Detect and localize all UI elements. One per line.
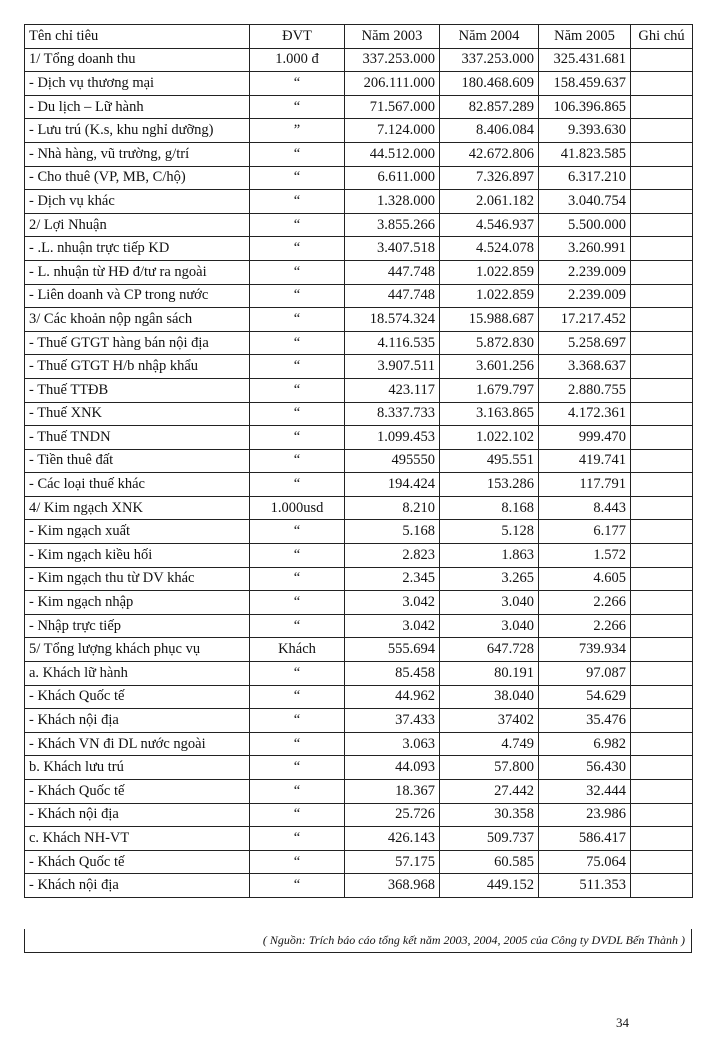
value-2005-cell: 2.239.009 <box>539 260 631 284</box>
value-2005-cell: 586.417 <box>539 827 631 851</box>
unit-cell: “ <box>250 850 345 874</box>
note-cell <box>631 237 693 261</box>
value-2004-cell: 3.040 <box>440 614 539 638</box>
unit-cell: “ <box>250 72 345 96</box>
note-cell <box>631 638 693 662</box>
unit-cell: “ <box>250 827 345 851</box>
value-2004-cell: 60.585 <box>440 850 539 874</box>
value-2005-cell: 2.239.009 <box>539 284 631 308</box>
note-cell <box>631 426 693 450</box>
unit-cell: “ <box>250 142 345 166</box>
indicator-cell: a. Khách lữ hành <box>25 662 250 686</box>
value-2005-cell: 9.393.630 <box>539 119 631 143</box>
value-2005-cell: 3.368.637 <box>539 355 631 379</box>
value-2004-cell: 1.863 <box>440 544 539 568</box>
unit-cell: “ <box>250 237 345 261</box>
indicator-cell: - Khách nội địa <box>25 709 250 733</box>
indicator-cell: b. Khách lưu trú <box>25 756 250 780</box>
value-2003-cell: 18.367 <box>345 780 440 804</box>
unit-cell: “ <box>250 756 345 780</box>
value-2004-cell: 27.442 <box>440 780 539 804</box>
table-row <box>25 685 693 709</box>
note-cell <box>631 803 693 827</box>
unit-cell: “ <box>250 732 345 756</box>
header-year-2004: Năm 2004 <box>440 25 539 49</box>
value-2005-cell: 3.260.991 <box>539 237 631 261</box>
unit-cell: “ <box>250 190 345 214</box>
value-2004-cell: 37402 <box>440 709 539 733</box>
indicator-cell: - Kim ngạch nhập <box>25 591 250 615</box>
note-cell <box>631 190 693 214</box>
table-row <box>25 850 693 874</box>
value-2004-cell: 3.040 <box>440 591 539 615</box>
value-2003-cell: 194.424 <box>345 473 440 497</box>
note-cell <box>631 662 693 686</box>
indicator-cell: - Nhà hàng, vũ trường, g/trí <box>25 142 250 166</box>
value-2004-cell: 5.872.830 <box>440 331 539 355</box>
value-2004-cell: 647.728 <box>440 638 539 662</box>
unit-cell: “ <box>250 378 345 402</box>
indicator-cell: - Lưu trú (K.s, khu nghỉ dưỡng) <box>25 119 250 143</box>
value-2004-cell: 80.191 <box>440 662 539 686</box>
header-year-2005: Năm 2005 <box>539 25 631 49</box>
table-header-row <box>25 25 693 49</box>
value-2003-cell: 44.512.000 <box>345 142 440 166</box>
table-row <box>25 780 693 804</box>
value-2005-cell: 2.266 <box>539 614 631 638</box>
note-cell <box>631 591 693 615</box>
value-2005-cell: 23.986 <box>539 803 631 827</box>
value-2003-cell: 3.042 <box>345 614 440 638</box>
note-cell <box>631 284 693 308</box>
value-2005-cell: 5.258.697 <box>539 331 631 355</box>
table-row <box>25 119 693 143</box>
value-2004-cell: 38.040 <box>440 685 539 709</box>
value-2004-cell: 8.406.084 <box>440 119 539 143</box>
indicator-cell: c. Khách NH-VT <box>25 827 250 851</box>
unit-cell: “ <box>250 449 345 473</box>
header-indicator: Tên chỉ tiêu <box>25 25 250 49</box>
indicator-cell: - Khách nội địa <box>25 874 250 898</box>
value-2004-cell: 3.163.865 <box>440 402 539 426</box>
value-2003-cell: 25.726 <box>345 803 440 827</box>
value-2003-cell: 8.337.733 <box>345 402 440 426</box>
value-2003-cell: 447.748 <box>345 284 440 308</box>
note-cell <box>631 260 693 284</box>
unit-cell: “ <box>250 402 345 426</box>
value-2004-cell: 337.253.000 <box>440 48 539 72</box>
table-row <box>25 827 693 851</box>
value-2005-cell: 2.880.755 <box>539 378 631 402</box>
value-2003-cell: 44.962 <box>345 685 440 709</box>
indicator-cell: - Khách Quốc tế <box>25 780 250 804</box>
note-cell <box>631 756 693 780</box>
table-row <box>25 520 693 544</box>
value-2004-cell: 3.601.256 <box>440 355 539 379</box>
table-row <box>25 591 693 615</box>
value-2005-cell: 8.443 <box>539 496 631 520</box>
statistics-table <box>24 24 693 898</box>
unit-cell: 1.000usd <box>250 496 345 520</box>
unit-cell: “ <box>250 709 345 733</box>
value-2005-cell: 41.823.585 <box>539 142 631 166</box>
unit-cell: “ <box>250 567 345 591</box>
value-2005-cell: 17.217.452 <box>539 308 631 332</box>
table-row <box>25 355 693 379</box>
unit-cell: “ <box>250 355 345 379</box>
indicator-cell: - Kim ngạch thu từ DV khác <box>25 567 250 591</box>
value-2005-cell: 54.629 <box>539 685 631 709</box>
note-cell <box>631 308 693 332</box>
value-2005-cell: 419.741 <box>539 449 631 473</box>
indicator-cell: - Nhập trực tiếp <box>25 614 250 638</box>
value-2004-cell: 509.737 <box>440 827 539 851</box>
unit-cell: “ <box>250 780 345 804</box>
value-2005-cell: 6.317.210 <box>539 166 631 190</box>
value-2003-cell: 555.694 <box>345 638 440 662</box>
value-2004-cell: 82.857.289 <box>440 95 539 119</box>
value-2005-cell: 6.982 <box>539 732 631 756</box>
value-2003-cell: 3.042 <box>345 591 440 615</box>
value-2003-cell: 37.433 <box>345 709 440 733</box>
value-2005-cell: 4.605 <box>539 567 631 591</box>
note-cell <box>631 119 693 143</box>
value-2003-cell: 447.748 <box>345 260 440 284</box>
value-2003-cell: 495550 <box>345 449 440 473</box>
value-2005-cell: 2.266 <box>539 591 631 615</box>
note-cell <box>631 48 693 72</box>
indicator-cell: - Thuế TTĐB <box>25 378 250 402</box>
table-row <box>25 496 693 520</box>
table-row <box>25 378 693 402</box>
unit-cell: “ <box>250 213 345 237</box>
indicator-cell: - Liên doanh và CP trong nước <box>25 284 250 308</box>
indicator-cell: - Dịch vụ khác <box>25 190 250 214</box>
unit-cell: “ <box>250 685 345 709</box>
unit-cell: “ <box>250 520 345 544</box>
value-2004-cell: 30.358 <box>440 803 539 827</box>
value-2003-cell: 18.574.324 <box>345 308 440 332</box>
note-cell <box>631 567 693 591</box>
unit-cell: “ <box>250 662 345 686</box>
value-2004-cell: 180.468.609 <box>440 72 539 96</box>
note-cell <box>631 473 693 497</box>
unit-cell: “ <box>250 544 345 568</box>
indicator-cell: - Khách VN đi DL nước ngoài <box>25 732 250 756</box>
table-row <box>25 331 693 355</box>
value-2005-cell: 158.459.637 <box>539 72 631 96</box>
header-unit: ĐVT <box>250 25 345 49</box>
value-2004-cell: 1.022.102 <box>440 426 539 450</box>
value-2004-cell: 5.128 <box>440 520 539 544</box>
value-2004-cell: 7.326.897 <box>440 166 539 190</box>
table-row <box>25 803 693 827</box>
unit-cell: ” <box>250 119 345 143</box>
table-row <box>25 95 693 119</box>
value-2004-cell: 1.679.797 <box>440 378 539 402</box>
note-cell <box>631 732 693 756</box>
unit-cell: 1.000 đ <box>250 48 345 72</box>
indicator-cell: 2/ Lợi Nhuận <box>25 213 250 237</box>
value-2004-cell: 57.800 <box>440 756 539 780</box>
unit-cell: “ <box>250 874 345 898</box>
indicator-cell: 3/ Các khoản nộp ngân sách <box>25 308 250 332</box>
value-2004-cell: 495.551 <box>440 449 539 473</box>
note-cell <box>631 780 693 804</box>
unit-cell: “ <box>250 95 345 119</box>
table-row <box>25 142 693 166</box>
value-2003-cell: 71.567.000 <box>345 95 440 119</box>
value-2003-cell: 368.968 <box>345 874 440 898</box>
value-2005-cell: 3.040.754 <box>539 190 631 214</box>
value-2005-cell: 1.572 <box>539 544 631 568</box>
indicator-cell: - Cho thuê (VP, MB, C/hộ) <box>25 166 250 190</box>
unit-cell: “ <box>250 260 345 284</box>
value-2004-cell: 4.749 <box>440 732 539 756</box>
table-row <box>25 48 693 72</box>
indicator-cell: 1/ Tổng doanh thu <box>25 48 250 72</box>
table-row <box>25 237 693 261</box>
value-2004-cell: 153.286 <box>440 473 539 497</box>
note-cell <box>631 827 693 851</box>
note-cell <box>631 355 693 379</box>
value-2003-cell: 337.253.000 <box>345 48 440 72</box>
unit-cell: “ <box>250 331 345 355</box>
value-2003-cell: 2.345 <box>345 567 440 591</box>
table-row <box>25 567 693 591</box>
value-2004-cell: 15.988.687 <box>440 308 539 332</box>
value-2003-cell: 44.093 <box>345 756 440 780</box>
table-row <box>25 449 693 473</box>
value-2005-cell: 97.087 <box>539 662 631 686</box>
table-row <box>25 72 693 96</box>
note-cell <box>631 614 693 638</box>
page-number: 34 <box>616 1015 629 1030</box>
indicator-cell: - Tiền thuê đất <box>25 449 250 473</box>
table-row <box>25 473 693 497</box>
value-2003-cell: 7.124.000 <box>345 119 440 143</box>
table-row <box>25 426 693 450</box>
unit-cell: “ <box>250 473 345 497</box>
value-2003-cell: 57.175 <box>345 850 440 874</box>
unit-cell: “ <box>250 803 345 827</box>
table-row <box>25 308 693 332</box>
table-row <box>25 190 693 214</box>
note-cell <box>631 449 693 473</box>
unit-cell: “ <box>250 614 345 638</box>
unit-cell: “ <box>250 591 345 615</box>
value-2005-cell: 325.431.681 <box>539 48 631 72</box>
value-2004-cell: 3.265 <box>440 567 539 591</box>
table-body <box>25 48 693 897</box>
unit-cell: “ <box>250 308 345 332</box>
indicator-cell: - Kim ngạch xuất <box>25 520 250 544</box>
table-row <box>25 544 693 568</box>
value-2003-cell: 3.855.266 <box>345 213 440 237</box>
value-2003-cell: 206.111.000 <box>345 72 440 96</box>
note-cell <box>631 378 693 402</box>
table-row <box>25 709 693 733</box>
table-row <box>25 260 693 284</box>
value-2003-cell: 1.328.000 <box>345 190 440 214</box>
note-cell <box>631 850 693 874</box>
value-2003-cell: 2.823 <box>345 544 440 568</box>
value-2004-cell: 4.524.078 <box>440 237 539 261</box>
value-2004-cell: 2.061.182 <box>440 190 539 214</box>
value-2005-cell: 56.430 <box>539 756 631 780</box>
header-year-2003: Năm 2003 <box>345 25 440 49</box>
indicator-cell: - .L. nhuận trực tiếp KD <box>25 237 250 261</box>
indicator-cell: - Thuế GTGT hàng bán nội địa <box>25 331 250 355</box>
value-2005-cell: 5.500.000 <box>539 213 631 237</box>
value-2003-cell: 423.117 <box>345 378 440 402</box>
indicator-cell: 4/ Kim ngạch XNK <box>25 496 250 520</box>
indicator-cell: - Khách Quốc tế <box>25 685 250 709</box>
indicator-cell: - Dịch vụ thương mại <box>25 72 250 96</box>
indicator-cell: - Thuế GTGT H/b nhập khẩu <box>25 355 250 379</box>
value-2003-cell: 85.458 <box>345 662 440 686</box>
value-2003-cell: 426.143 <box>345 827 440 851</box>
unit-cell: Khách <box>250 638 345 662</box>
report-sheet <box>24 24 692 947</box>
value-2003-cell: 3.907.511 <box>345 355 440 379</box>
indicator-cell: - Du lịch – Lữ hành <box>25 95 250 119</box>
note-cell <box>631 95 693 119</box>
value-2004-cell: 42.672.806 <box>440 142 539 166</box>
note-cell <box>631 496 693 520</box>
value-2004-cell: 1.022.859 <box>440 260 539 284</box>
indicator-cell: - L. nhuận từ HĐ đ/tư ra ngoài <box>25 260 250 284</box>
value-2003-cell: 1.099.453 <box>345 426 440 450</box>
value-2003-cell: 5.168 <box>345 520 440 544</box>
note-cell <box>631 72 693 96</box>
value-2004-cell: 4.546.937 <box>440 213 539 237</box>
value-2003-cell: 4.116.535 <box>345 331 440 355</box>
value-2003-cell: 3.407.518 <box>345 237 440 261</box>
value-2005-cell: 75.064 <box>539 850 631 874</box>
indicator-cell: - Các loại thuế khác <box>25 473 250 497</box>
note-cell <box>631 142 693 166</box>
unit-cell: “ <box>250 426 345 450</box>
value-2005-cell: 739.934 <box>539 638 631 662</box>
indicator-cell: 5/ Tổng lượng khách phục vụ <box>25 638 250 662</box>
header-note: Ghi chú <box>631 25 693 49</box>
table-row <box>25 213 693 237</box>
value-2005-cell: 511.353 <box>539 874 631 898</box>
indicator-cell: - Khách nội địa <box>25 803 250 827</box>
note-cell <box>631 520 693 544</box>
indicator-cell: - Thuế XNK <box>25 402 250 426</box>
value-2004-cell: 1.022.859 <box>440 284 539 308</box>
indicator-cell: - Kim ngạch kiều hối <box>25 544 250 568</box>
table-row <box>25 662 693 686</box>
value-2005-cell: 117.791 <box>539 473 631 497</box>
table-row <box>25 284 693 308</box>
note-cell <box>631 874 693 898</box>
table-row <box>25 638 693 662</box>
table-row <box>25 732 693 756</box>
note-cell <box>631 402 693 426</box>
table-row <box>25 402 693 426</box>
value-2005-cell: 999.470 <box>539 426 631 450</box>
table-row <box>25 614 693 638</box>
value-2005-cell: 106.396.865 <box>539 95 631 119</box>
indicator-cell: - Thuế TNDN <box>25 426 250 450</box>
value-2004-cell: 8.168 <box>440 496 539 520</box>
note-cell <box>631 213 693 237</box>
table-row <box>25 874 693 898</box>
note-cell <box>631 709 693 733</box>
table-row <box>25 756 693 780</box>
note-cell <box>631 331 693 355</box>
value-2005-cell: 32.444 <box>539 780 631 804</box>
unit-cell: “ <box>250 284 345 308</box>
indicator-cell: - Khách Quốc tế <box>25 850 250 874</box>
value-2005-cell: 6.177 <box>539 520 631 544</box>
value-2003-cell: 3.063 <box>345 732 440 756</box>
value-2003-cell: 6.611.000 <box>345 166 440 190</box>
value-2005-cell: 4.172.361 <box>539 402 631 426</box>
note-cell <box>631 685 693 709</box>
value-2003-cell: 8.210 <box>345 496 440 520</box>
unit-cell: “ <box>250 166 345 190</box>
table-row <box>25 166 693 190</box>
value-2004-cell: 449.152 <box>440 874 539 898</box>
source-note: ( Nguồn: Trích báo cáo tổng kết năm 2003, 2004, 2005 của Công ty DVDL Bến Thành ) <box>24 929 692 953</box>
note-cell <box>631 544 693 568</box>
note-cell <box>631 166 693 190</box>
value-2005-cell: 35.476 <box>539 709 631 733</box>
